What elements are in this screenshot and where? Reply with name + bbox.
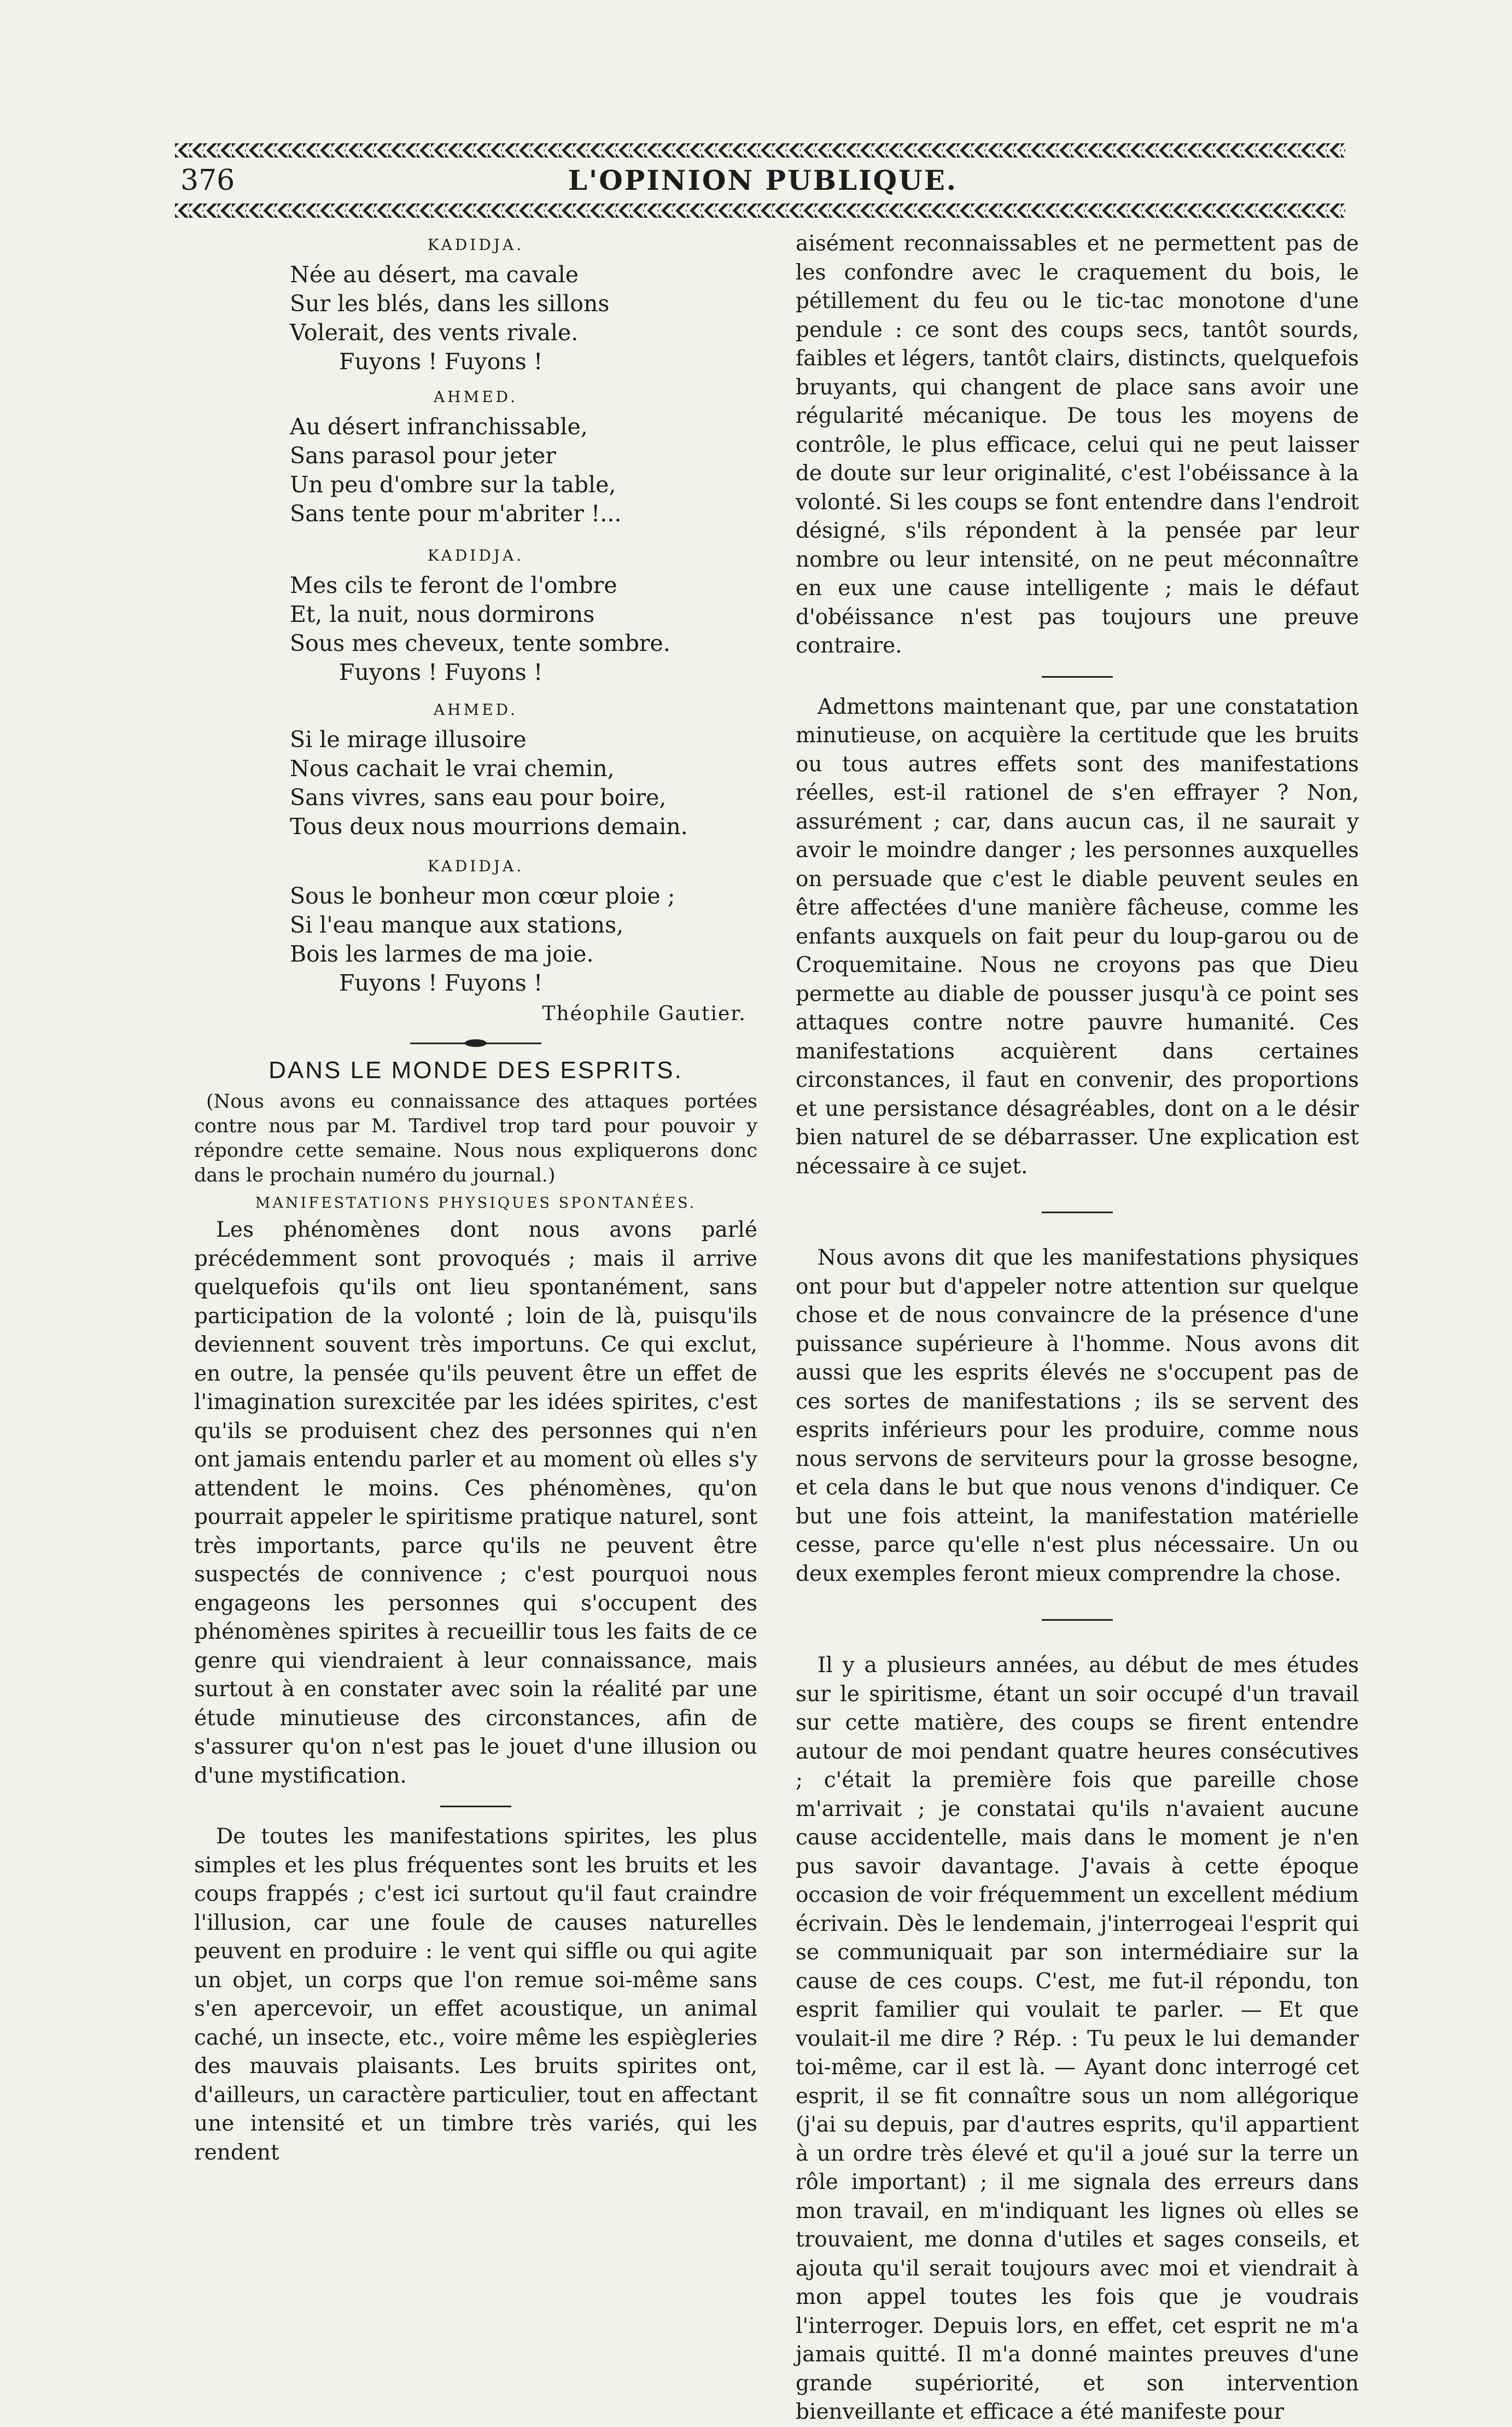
right-column (796, 230, 1359, 2427)
verse-line: Tous deux nous mourrions demain. (290, 813, 688, 840)
article-paragraph: Admettons maintenant que, par une constatation minutieuse, on acquière la certitude que les bruits ou tous autres effets sont des manifestations réelles, est-il rationel de s'en effrayer ? Non, assurément ; car, dans aucun cas, il ne saurait y avoir le moindre danger ; les personnes auxquelles on persuade que c'est le diable peuvent seules en être affectées d'une manière fâcheuse, comme les enfants auxquels on fait peur du loup-garou ou de Croquemitaine. Nous ne croyons pas que Dieu permette au diable de pousser jusqu'à ce point ses attaques contre notre pauvre humanité. Ces manifestations acquièrent dans certaines circonstances, il faut en convenir, des proportions et une persistance désagréables, dont on a le désir bien naturel de se débarrasser. Une explication est nécessaire à ce sujet. (796, 694, 1359, 1179)
refrain-line: Fuyons ! Fuyons ! (339, 970, 543, 996)
refrain-line: Fuyons ! Fuyons ! (339, 348, 543, 375)
paragraph-divider (1042, 1619, 1113, 1621)
verse-line: Si le mirage illusoire (290, 726, 527, 753)
verse-line: Sous le bonheur mon cœur ploie ; (290, 883, 675, 909)
stanza (194, 695, 757, 841)
paragraph-divider (1042, 1212, 1113, 1213)
page-number: 376 (180, 164, 235, 197)
article-paragraph: Nous avons dit que les manifestations physiques ont pour but d'appeler notre attention sur quelque chose et de nous convaincre de la présence d'une puissance supérieure à l'homme. Nous avons dit aussi que les esprits élevés ne s'occupent pas de ces sortes de manifestations ; ils se servent des esprits inférieurs pour les produire, comme nous nous servons de serviteurs pour la grosse besogne, et cela dans le but que nous venons d'indiquer. Ce but une fois atteint, la manifestation matérielle cesse, parce qu'elle n'est plus nécessaire. Un ou deux exemples feront mieux comprendre la chose. (796, 1245, 1359, 1586)
poem (194, 230, 757, 1031)
verse-line: Sur les blés, dans les sillons (290, 290, 610, 317)
verse-line: Sans parasol pour jeter (290, 443, 556, 469)
header-bottom-border (175, 203, 1345, 218)
article-paragraph: De toutes les manifestations spirites, les plus simples et les plus fréquentes sont les bruits et les coups frappés ; c'est ici surtout qu'il faut craindre l'illusion, car une foule de causes naturelles peuvent en produire : le vent qui siffle ou qui agite un objet, un corps que l'on remue soi-même sans s'en apercevoir, un effet acoustique, un animal caché, un insecte, etc., voire même les espiègleries des mauvais plaisants. Les bruits spirites ont, d'ailleurs, un caractère particulier, tout en affectant une intensité et un timbre très variés, qui les rendent (194, 1824, 758, 2165)
article-title: DANS LE MONDE DES ESPRITS. (268, 1057, 683, 1084)
header-top-border (175, 143, 1345, 158)
verse-line: Si l'eau manque aux stations, (290, 912, 624, 938)
verse-line: Mes cils te feront de l'ombre (290, 572, 617, 598)
paragraph-divider (1042, 676, 1113, 678)
stanza (194, 540, 757, 687)
speaker-name: AHMED. (433, 388, 518, 406)
page-header (180, 164, 1345, 208)
section-ornament (410, 1035, 541, 1051)
verse-line: Bois les larmes de ma joie. (290, 941, 594, 967)
stanza (194, 851, 757, 998)
speaker-name: AHMED. (433, 701, 518, 719)
editor-note: (Nous avons eu connaissance des attaques portées contre nous par M. Tardivel trop tard pour pouvoir y répondre cette semaine. Nous nous expliquerons donc dans le prochain numéro du journal.) (194, 1091, 757, 1186)
verse-line: Nous cachait le vrai chemin, (290, 755, 615, 782)
article-paragraph: Il y a plusieurs années, au début de mes études sur le spiritisme, étant un soir occupé d'un travail sur cette matière, des coups se firent entendre autour de moi pendant quatre heures consécutives ; c'était la première fois que pareille chose m'arrivait ; je constatai qu'ils n'avaient aucune cause accidentelle, mais dans le moment je n'en pus savoir davantage. J'avais à cette époque occasion de voir fréquemment un excellent médium écrivain. Dès le lendemain, j'interrogeai l'esprit qui se communiquait par son intermédiaire sur la cause de ces coups. C'est, me fut-il répondu, ton esprit familier qui voulait te parler. — Et que voulait-il me dire ? Rép. : Tu peux le lui demander toi-même, car il est là. — Ayant donc interrogé cet esprit, il se fit connaître sous un nom allégorique (j'ai su depuis, par d'autres esprits, qu'il appartient à un ordre très élevé et qu'il a joué sur la terre un rôle important) ; il me signala des erreurs dans mon travail, en m'indiquant les lignes où elles se trouvaient, me donna d'utiles et sages conseils, et ajouta qu'il serait toujours avec moi et viendrait à mon appel toutes les fois que je voudrais l'interroger. Depuis lors, en effet, cet esprit ne m'a jamais quitté. Il m'a donné maintes preuves d'une grande supériorité, et son intervention bienveillante et efficace a été manifeste pour (796, 1653, 1359, 2424)
verse-line: Sous mes cheveux, tente sombre. (290, 630, 670, 656)
stanza (194, 382, 757, 528)
verse-line: Volerait, des vents rivale. (290, 319, 579, 346)
speaker-name: KADIDJA. (427, 857, 524, 875)
paragraph-divider (440, 1806, 511, 1807)
poem-signature: Théophile Gautier. (542, 1003, 746, 1025)
article-subtitle: MANIFESTATIONS PHYSIQUES SPONTANÉES. (255, 1195, 697, 1212)
verse-line: Et, la nuit, nous dormirons (290, 601, 595, 627)
article-paragraph: aisément reconnaissables et ne permettent pas de les confondre avec le craquement du bois, le pétillement du feu ou le tic-tac monotone d'une pendule : ce sont des coups secs, tantôt sourds, faibles et légers, tantôt clairs, distincts, quelquefois bruyants, qui changent de place sans avoir une régularité mécanique. De tous les moyens de contrôle, le plus efficace, celui qui ne peut laisser de doute sur leur originalité, c'est l'obéissance à la volonté. Si les coups se font entendre dans l'endroit désigné, s'ils répondent à la pensée par leur nombre ou leur intensité, on ne peut méconnaître en eux une cause intelligente ; mais le défaut d'obéissance n'est pas toujours une preuve contraire. (796, 231, 1359, 658)
left-column (194, 230, 757, 2167)
verse-line: Au désert infranchissable, (290, 414, 588, 440)
refrain-line: Fuyons ! Fuyons ! (339, 659, 543, 685)
verse-line: Née au désert, ma cavale (290, 261, 579, 288)
journal-title: L'OPINION PUBLIQUE. (568, 164, 958, 196)
verse-line: Sans vivres, sans eau pour boire, (290, 784, 667, 811)
verse-line: Un peu d'ombre sur la table, (290, 472, 616, 498)
speaker-name: KADIDJA. (427, 236, 524, 254)
article-paragraph: Les phénomènes dont nous avons parlé précédemment sont provoqués ; mais il arrive quelquefois qu'ils ont lieu spontanément, sans participation de la volonté ; loin de là, puisqu'ils deviennent souvent très importuns. Ce qui exclut, en outre, la pensée qu'ils peuvent être un effet de l'imagination surexcitée par les idées spirites, c'est qu'ils se produisent chez des personnes qui n'en ont jamais entendu parler et au moment où elles s'y attendent le moins. Ces phénomènes, qu'on pourrait appeler le spiritisme pratique naturel, sont très importants, parce qu'ils ne peuvent être suspectés de connivence ; c'est pourquoi nous engageons les personnes qui s'occupent des phénomènes spirites à recueillir tous les faits de ce genre qui viendraient à leur connaissance, mais surtout à en constater avec soin la réalité par une étude minutieuse des circonstances, afin de s'assurer qu'on n'est pas le jouet d'une illusion ou d'une mystification. (194, 1218, 757, 1788)
speaker-name: KADIDJA. (427, 546, 524, 564)
stanza (194, 230, 757, 376)
verse-line: Sans tente pour m'abriter !... (290, 500, 622, 527)
